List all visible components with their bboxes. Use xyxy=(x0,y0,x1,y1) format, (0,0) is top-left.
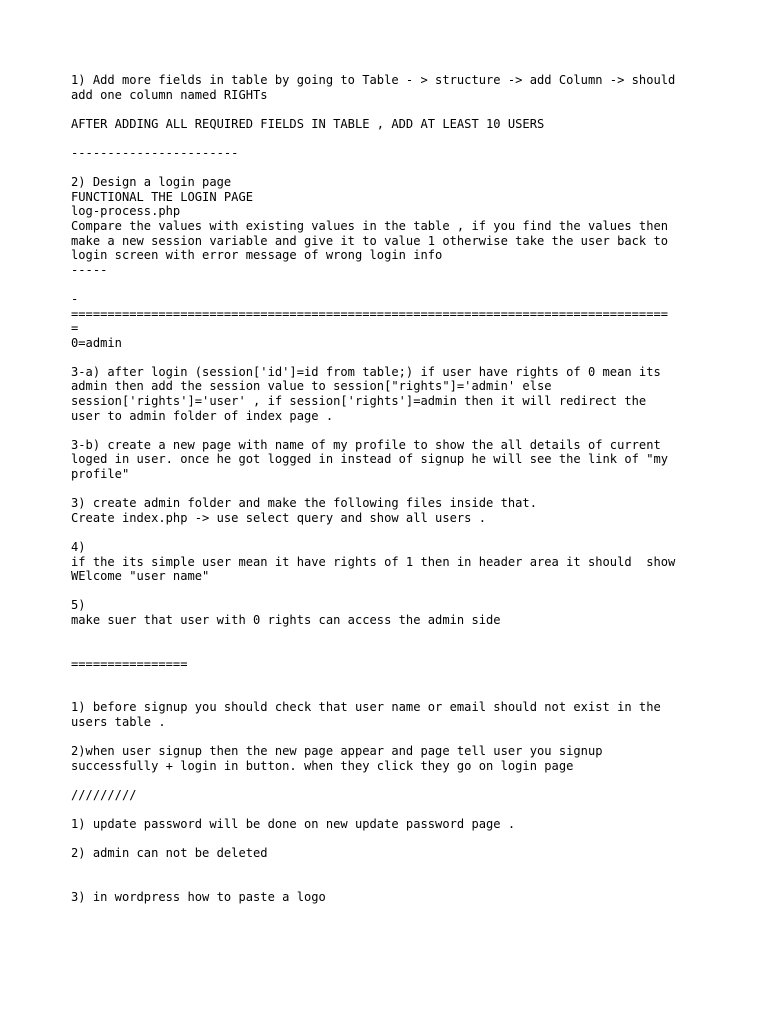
text-line: 1) before signup you should check that user name or email should not exist in the xyxy=(71,700,661,715)
text-line: WElcome "user name" xyxy=(71,569,210,584)
text-line: Create index.php -> use select query and show all users . xyxy=(71,510,487,525)
text-line: log-process.php xyxy=(71,204,181,219)
text-line: users table . xyxy=(71,714,166,729)
text-line: 2) admin can not be deleted xyxy=(71,846,268,861)
text-line: 2)when user signup then the new page appear and page tell user you signup xyxy=(71,743,603,758)
separator-line: ----- xyxy=(71,262,108,277)
separator-line: ================================================================================== xyxy=(71,306,669,321)
text-line: make a new session variable and give it to value 1 otherwise take the user back to xyxy=(71,233,669,248)
text-line: 3-a) after login (session['id']=id from table;) if user have rights of 0 mean its xyxy=(71,364,661,379)
text-line: successfully + login in button. when they click they go on login page xyxy=(71,758,574,773)
text-line: add one column named RIGHTs xyxy=(71,87,268,102)
text-line: 4) xyxy=(71,540,86,554)
text-line: 5) xyxy=(71,598,86,613)
text-line: Compare the values with existing values in the table , if you find the values then xyxy=(71,218,669,233)
text-line: 1) update password will be done on new update password page . xyxy=(71,816,516,831)
text-line: FUNCTIONAL THE LOGIN PAGE xyxy=(71,189,254,204)
separator-line: ----------------------- xyxy=(71,145,239,160)
text-line: session['rights']='user' , if session['rights']=admin then it will redirect the xyxy=(71,394,647,409)
text-line: AFTER ADDING ALL REQUIRED FIELDS IN TABLE , ADD AT LEAST 10 USERS xyxy=(71,116,545,131)
text-line: 0=admin xyxy=(71,335,122,350)
text-line: 3-b) create a new page with name of my profile to show the all details of current xyxy=(71,437,661,452)
text-line: user to admin folder of index page . xyxy=(71,408,334,423)
text-line: profile" xyxy=(71,467,130,482)
text-line: - xyxy=(71,291,79,306)
document-body xyxy=(71,73,711,904)
text-line: 1) Add more fields in table by going to Table - > structure -> add Column -> should xyxy=(71,73,676,87)
text-line: if the its simple user mean it have rights of 1 then in header area it should show xyxy=(71,554,676,569)
text-line: 3) create admin folder and make the following files inside that. xyxy=(71,496,537,511)
text-line: make suer that user with 0 rights can access the admin side xyxy=(71,612,501,627)
text-line: = xyxy=(71,321,79,336)
text-line: 3) in wordpress how to paste a logo xyxy=(71,889,326,904)
separator-line: ================ xyxy=(71,656,188,671)
separator-line: ///////// xyxy=(71,787,137,802)
text-line: loged in user. once he got logged in instead of signup he will see the link of "my xyxy=(71,452,669,467)
text-line: admin then add the session value to session["rights"]='admin' else xyxy=(71,379,552,394)
text-line: 2) Design a login page xyxy=(71,175,232,190)
text-line: login screen with error message of wrong login info xyxy=(71,248,443,263)
